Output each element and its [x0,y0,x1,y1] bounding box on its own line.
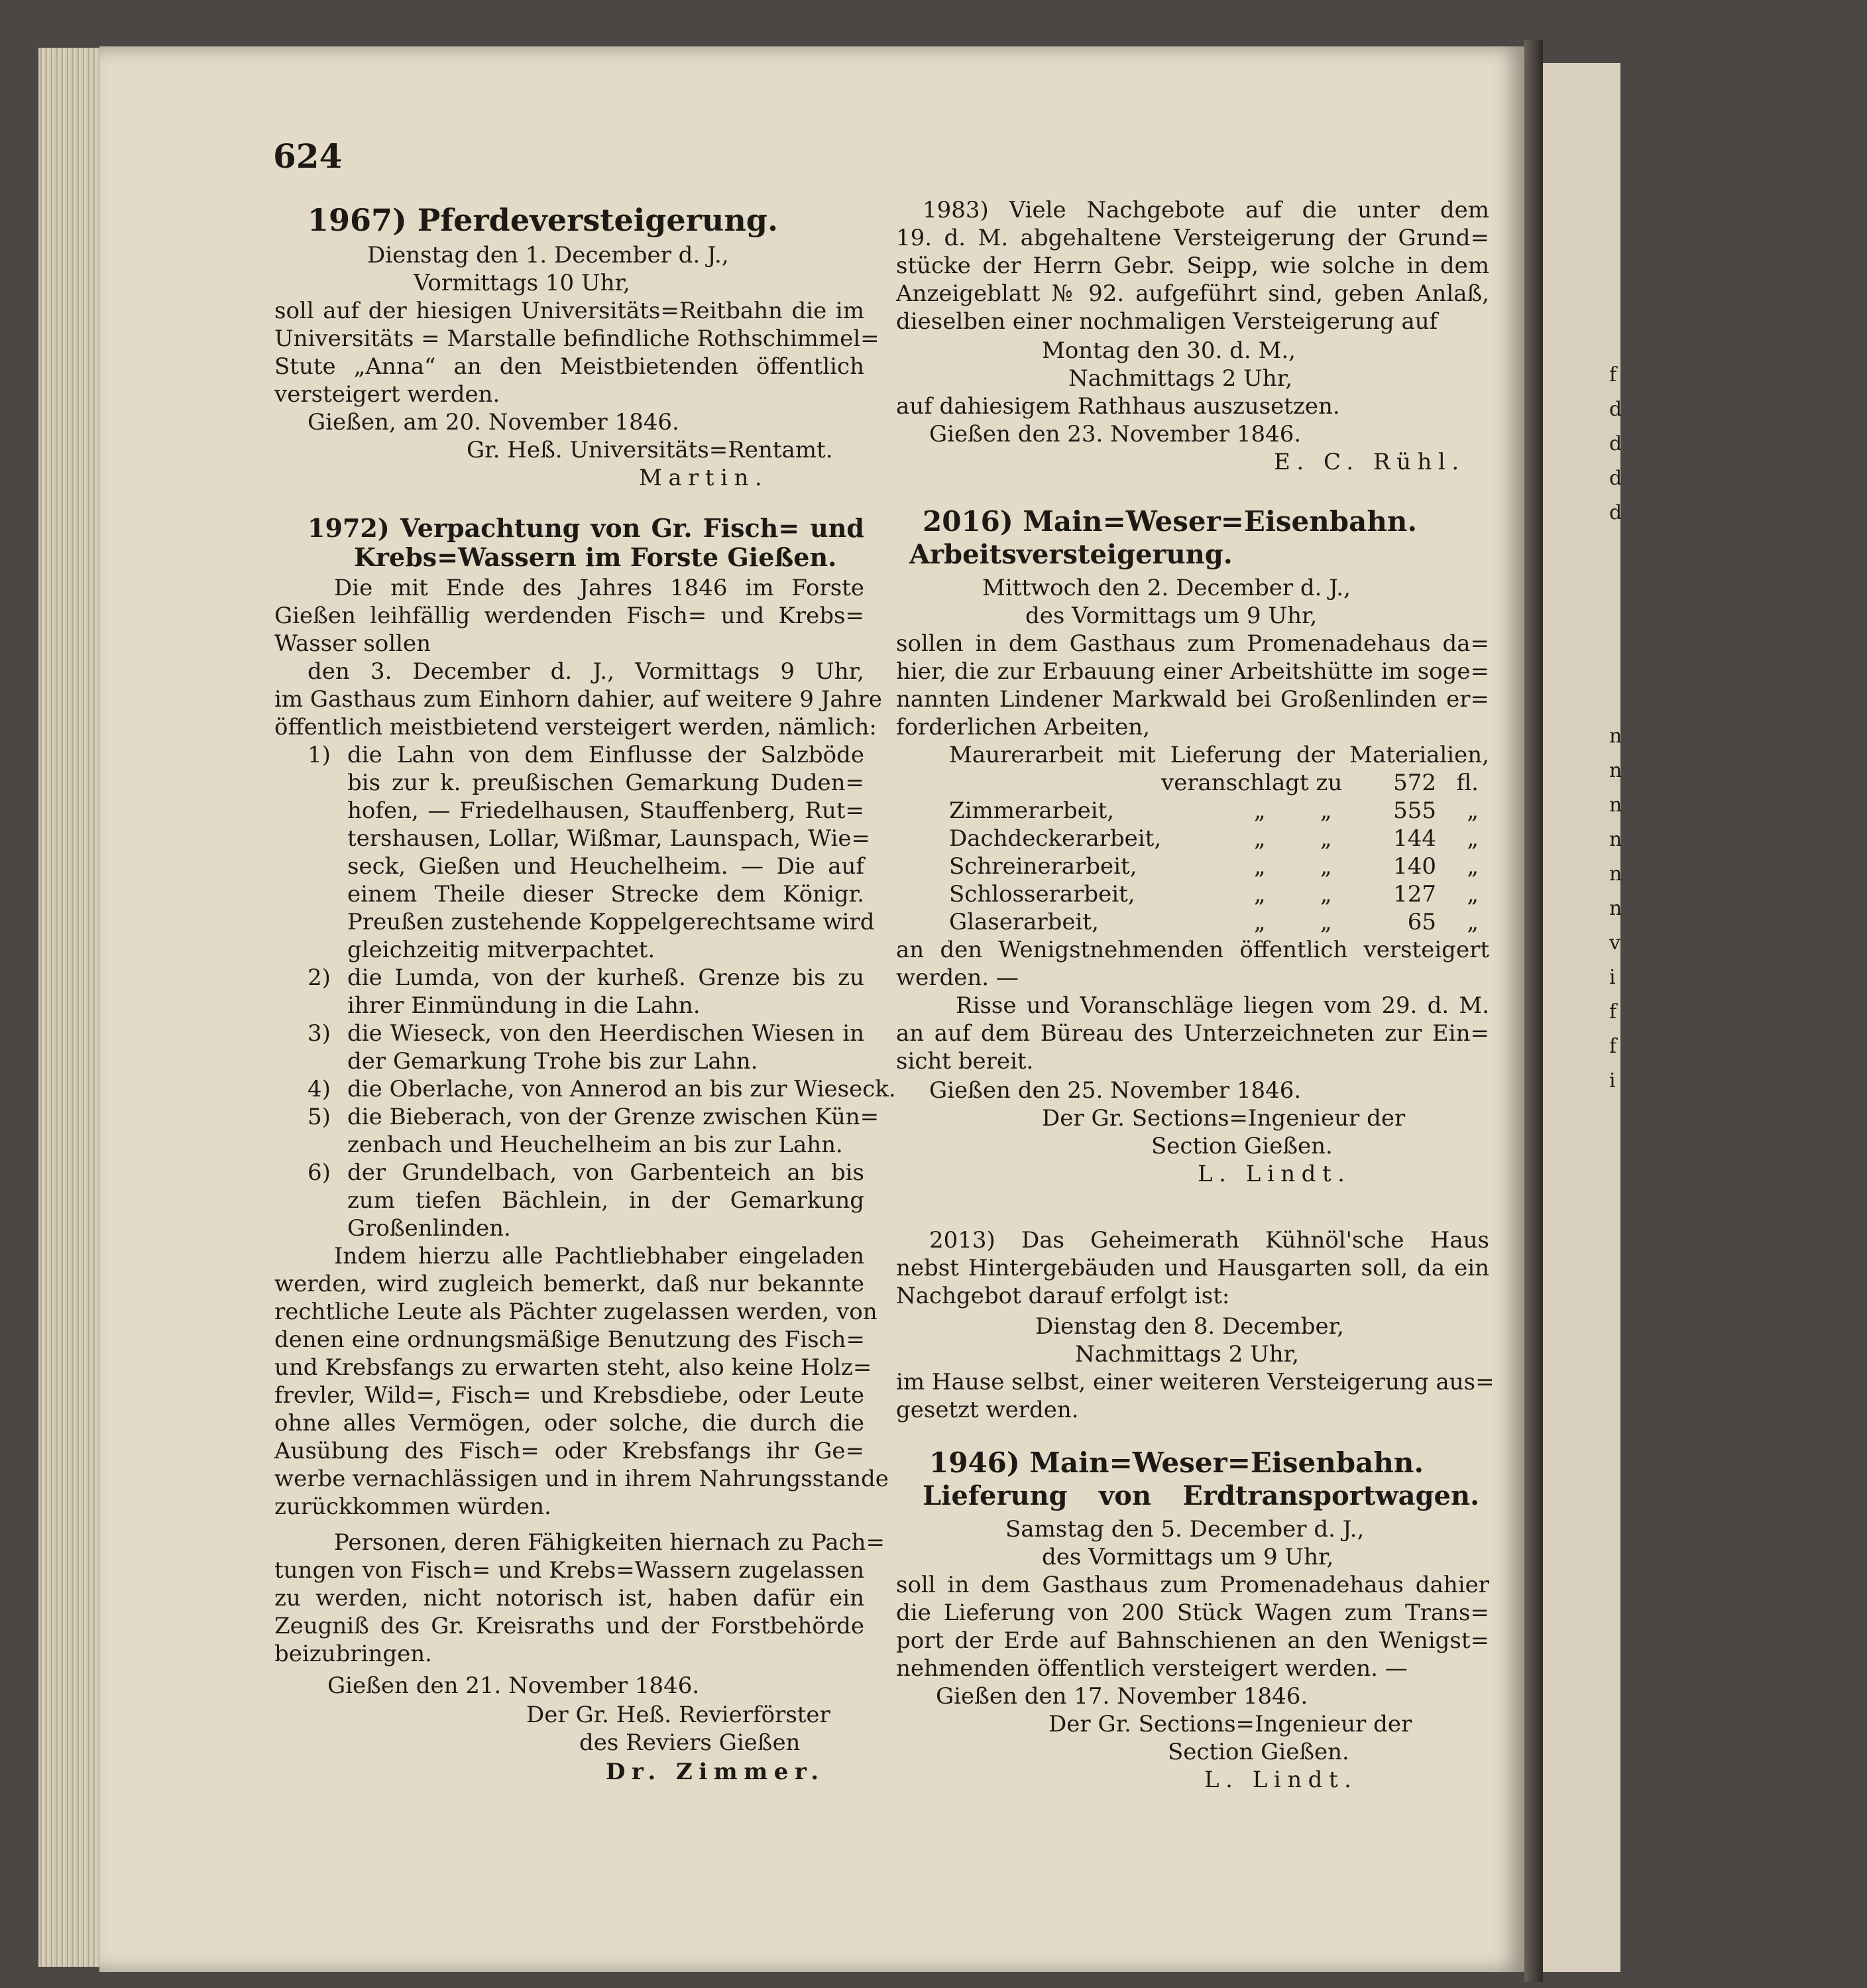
cost-label: Dachdeckerarbeit, [949,825,1162,852]
body-line: an den Wenigstnehmenden öffentlich versteigert [896,937,1489,963]
notice-time: des Vormittags um 9 Uhr, [1042,1544,1334,1570]
body-line: Zeugniß des Gr. Kreisraths und der Forstbehörde [274,1613,864,1639]
item-line: Großenlinden. [347,1215,511,1242]
right-column [896,196,1495,1840]
fragment: d [1609,398,1622,421]
item-number: 3) [308,1020,331,1047]
body-line: Anzeigeblatt № 92. aufgeführt sind, geben Anlaß, [896,280,1489,307]
body-line: denen eine ordnungsmäßige Benutzung des Fisch= [274,1326,865,1353]
cost-amount: 127 [1393,881,1436,907]
ditto-mark: „ [1467,881,1479,907]
body-line: hier, die zur Erbauung einer Arbeitshütte im soge= [896,658,1489,685]
ditto-mark: „ [1320,881,1332,907]
cost-amount: 555 [1393,797,1436,824]
cost-amount: 572 [1393,770,1436,796]
notice-date: Samstag den 5. December d. J., [1005,1516,1365,1543]
body-line: werden, wird zugleich bemerkt, daß nur bekannte [274,1271,864,1297]
item-number: 6) [308,1159,331,1186]
cost-heading: veranschlagt zu [1161,770,1343,796]
page-number: 624 [273,137,343,176]
body-line: Personen, deren Fähigkeiten hiernach zu Pach= [334,1529,885,1556]
body-line: sollen in dem Gasthaus zum Promenadehaus da= [896,630,1489,657]
signature: L. Lindt. [1198,1161,1351,1187]
body-line: versteigert werden. [274,381,500,408]
body-line: tungen von Fisch= und Krebs=Wassern zugelassen [274,1557,864,1584]
fragment: f [1609,1000,1617,1023]
cost-heading: Maurerarbeit mit Lieferung der Materialien, [949,742,1489,768]
item-line: hofen, — Friedelhausen, Stauffenberg, Rut= [347,797,864,824]
body-line: auf dahiesigem Rathhaus auszusetzen. [896,393,1340,420]
item-line: die Lumda, von der kurheß. Grenze bis zu [347,965,864,991]
body-line: und Krebsfangs zu erwarten steht, also keine Holz= [274,1354,872,1381]
ditto-mark: „ [1467,825,1479,852]
item-line: seck, Gießen und Heuchelheim. — Die auf [347,853,864,880]
ditto-mark: „ [1254,881,1266,907]
item-line: gleichzeitig mitverpachtet. [347,937,655,963]
body-line: nehmenden öffentlich versteigert werden. — [896,1655,1408,1682]
body-line: frevler, Wild=, Fisch= und Krebsdiebe, oder Leute [274,1382,864,1409]
item-line: zum tiefen Bächlein, in der Gemarkung [347,1187,864,1214]
body-line: öffentlich meistbietend versteigert werden, nämlich: [274,714,877,740]
body-line: gesetzt werden. [896,1397,1079,1423]
cost-label: Zimmerarbeit, [949,797,1115,824]
body-line: werbe vernachlässigen und in ihrem Nahrungsstande [274,1466,889,1492]
body-line: port der Erde auf Bahnschienen an den Wenigst= [896,1627,1489,1654]
fragment: v [1609,931,1620,955]
item-line: die Wieseck, von den Heerdischen Wiesen in [347,1020,864,1047]
ditto-mark: „ [1467,797,1479,824]
fragment: d [1609,432,1622,455]
cost-amount: 140 [1393,853,1436,880]
office: Der Gr. Sections=Ingenieur der [1048,1711,1412,1737]
item-number: 5) [308,1104,331,1130]
body-line: nannten Lindener Markwald bei Großenlinden er= [896,686,1489,713]
body-line: werden. — [896,965,1019,991]
body-line: Die mit Ende des Jahres 1846 im Forste [334,575,864,601]
office: Der Gr. Sections=Ingenieur der [1042,1105,1406,1132]
fragment: d [1609,467,1622,490]
body-line: 2013) Das Geheimerath Kühnöl'sche Haus [929,1227,1489,1254]
body-line: im Gasthaus zum Einhorn dahier, auf weitere 9 Jahre [274,686,882,713]
ditto-mark: „ [1254,909,1266,935]
item-number: 2) [308,965,331,991]
ditto-mark: „ [1254,825,1266,852]
fragment: f [1609,1035,1617,1058]
cost-amount: 65 [1407,909,1436,935]
notice-time: des Vormittags um 9 Uhr, [1025,603,1318,629]
body-line: soll in dem Gasthaus zum Promenadehaus dahier [896,1572,1489,1598]
facing-page-fragments [1609,719,1622,1098]
signature: L. Lindt. [1204,1767,1358,1793]
body-line: beizubringen. [274,1641,432,1667]
body-line: forderlichen Arbeiten, [896,714,1151,740]
body-line: Risse und Voranschläge liegen vom 29. d. M. [956,992,1489,1019]
body-line: sicht bereit. [896,1048,1034,1075]
notice-date: Dienstag den 8. December, [1035,1313,1344,1340]
item-number: 1) [308,742,331,768]
notice-time: Nachmittags 2 Uhr, [1075,1341,1300,1368]
item-line: einem Theile dieser Strecke dem Königr. [347,881,864,907]
notice-title: Krebs=Wassern im Forste Gießen. [354,542,837,572]
currency: fl. [1456,770,1479,796]
body-line: zu werden, nicht notorisch ist, haben dafür ein [274,1585,864,1611]
body-line: stücke der Herrn Gebr. Seipp, wie solche in dem [896,253,1489,279]
ditto-mark: „ [1254,853,1266,880]
body-line: im Hause selbst, einer weiteren Versteigerung aus= [896,1369,1495,1395]
left-column [274,202,896,1840]
item-line: die Lahn von dem Einflusse der Salzbödе [347,742,864,768]
office: Section Gießen. [1151,1133,1333,1159]
item-line: der Grundelbach, von Garbenteich an bis [347,1159,864,1186]
item-line: tershausen, Lollar, Wißmar, Launspach, Wie= [347,825,870,852]
signature: E. C. Rühl. [1274,449,1465,475]
item-line: bis zur k. preußischen Gemarkung Duden= [347,770,864,796]
cost-amount: 144 [1393,825,1436,852]
body-line: 19. d. M. abgehaltene Versteigerung der Grund= [896,225,1489,251]
ditto-mark: „ [1320,825,1332,852]
notice-title: 2016) Main=Weser=Eisenbahn. [923,505,1418,538]
signature: Martin. [639,465,769,491]
fragment: d [1609,501,1622,524]
item-line: die Bieberach, von der Grenze zwischen Kün= [347,1104,879,1130]
body-line: den 3. December d. J., Vormittags 9 Uhr, [308,658,864,685]
item-number: 4) [308,1076,331,1102]
item-line: der Gemarkung Trohe bis zur Lahn. [347,1048,758,1075]
notice-date: Dienstag den 1. December d. J., [367,242,729,268]
office: des Reviers Gießen [579,1729,801,1756]
cost-label: Schreinerarbeit, [949,853,1137,880]
office: Gr. Heß. Universitäts=Rentamt. [467,437,833,463]
ditto-mark: „ [1254,797,1266,824]
ditto-mark: „ [1467,853,1479,880]
notice-subtitle: Arbeitsversteigerung. [909,539,1233,570]
notice-title: 1967) Pferdeversteigerung. [308,202,778,238]
body-line: Stute „Anna“ an den Meistbietenden öffentlich [274,353,864,380]
place-date: Gießen den 23. November 1846. [929,421,1302,447]
fragment: n [1609,862,1622,886]
notice-title: 1972) Verpachtung von Gr. Fisch= und [308,513,864,543]
office: Section Gießen. [1168,1739,1349,1765]
body-line: an auf dem Büreau des Unterzeichneten zur Ein= [896,1020,1489,1047]
signature: Dr. Zimmer. [606,1759,825,1785]
body-line: die Lieferung von 200 Stück Wagen zum Trans= [896,1600,1489,1626]
office: Der Gr. Heß. Revierförster [526,1702,830,1728]
ditto-mark: „ [1320,909,1332,935]
cost-label: Schlosserarbeit, [949,881,1135,907]
body-line: ohne alles Vermögen, oder solche, die durch die [274,1410,864,1436]
fragment: n [1609,828,1622,851]
fragment: n [1609,897,1622,920]
body-line: rechtliche Leute als Pächter zugelassen werden, von [274,1299,877,1325]
fragment: i [1609,1069,1616,1092]
place-date: Gießen den 17. November 1846. [936,1683,1308,1710]
ditto-mark: „ [1467,909,1479,935]
item-line: Preußen zustehende Koppelgerechtsame wird [347,909,875,935]
ditto-mark: „ [1320,853,1332,880]
body-line: Wasser sollen [274,630,431,657]
cost-label: Glaserarbeit, [949,909,1099,935]
body-line: Universitäts = Marstalle befindliche Rothschimmel= [274,325,879,352]
fragment: f [1609,363,1617,386]
body-line: nebst Hintergebäuden und Hausgarten soll, da ein [896,1255,1489,1281]
place-date: Gießen den 25. November 1846. [929,1077,1302,1104]
body-line: zurückkommen würden. [274,1493,551,1520]
fragment: n [1609,759,1622,782]
body-line: Gießen leihfällig werdenden Fisch= und Krebs= [274,603,864,629]
notice-time: Vormittags 10 Uhr, [414,270,630,296]
place-date: Gießen den 21. November 1846. [327,1672,700,1699]
item-line: ihrer Einmündung in die Lahn. [347,992,701,1019]
fragment: n [1609,725,1622,748]
notice-time: Nachmittags 2 Uhr, [1068,365,1293,392]
place-date: Gießen, am 20. November 1846. [308,409,679,436]
body-line: dieselben einer nochmaligen Versteigerung auf [896,308,1438,335]
notice-title: 1946) Main=Weser=Eisenbahn. [929,1446,1424,1479]
body-line: Ausübung des Fisch= oder Krebsfangs ihr Ge= [274,1438,864,1464]
notice-date: Montag den 30. d. M., [1042,337,1296,364]
body-line: 1983) Viele Nachgebote auf die unter dem [923,197,1489,223]
ditto-mark: „ [1320,797,1332,824]
fragment: n [1609,793,1622,817]
item-line: die Oberlache, von Annerod an bis zur Wieseck. [347,1076,896,1102]
item-line: zenbach und Heuchelheim an bis zur Lahn. [347,1132,843,1158]
body-line: soll auf der hiesigen Universitäts=Reitbahn die im [274,298,864,324]
fragment: i [1609,966,1616,989]
notice-date: Mittwoch den 2. December d. J., [982,575,1351,601]
body-line: Nachgebot darauf erfolgt ist: [896,1283,1230,1309]
notice-subtitle: Lieferung von Erdtransportwagen. [923,1480,1479,1511]
body-line: Indem hierzu alle Pachtliebhaber eingeladen [334,1243,864,1269]
